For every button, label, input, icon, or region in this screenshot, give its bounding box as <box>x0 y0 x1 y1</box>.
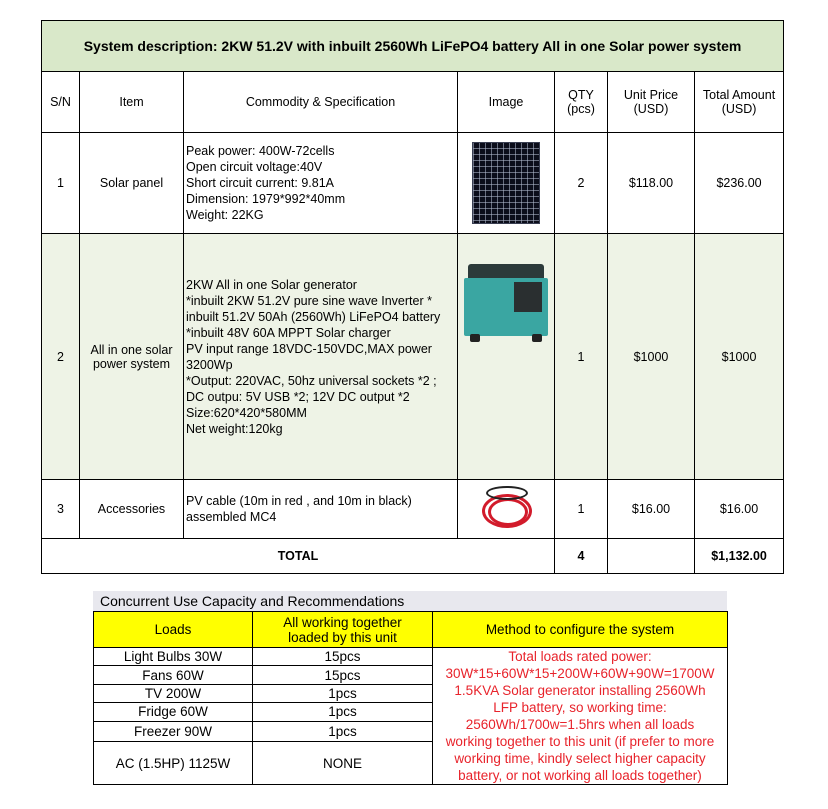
total-label: TOTAL <box>42 539 555 574</box>
load-name: Fridge 60W <box>94 703 253 721</box>
quotation-table <box>41 20 784 574</box>
total-amount: $1,132.00 <box>695 539 784 574</box>
row-spec: 2KW All in one Solar generator *inbuilt 2KW 51.2V pure sine wave Inverter * inbuilt 51.2V 50Ah (2560Wh) LiFePO4 battery *inbuilt 48V 60A MPPT Solar charger PV input range 18VDC-150VDC,MAX power 3200Wp *Output: 220VAC, 50hz universal sockets *2 ; DC outpu: 5V USB *2; 12V DC output *2 Size:620*420*580MM Net weight:120kg <box>184 234 458 480</box>
header-method: Method to configure the system <box>433 612 728 648</box>
header-loads: Loads <box>94 612 253 648</box>
load-name: Fans 60W <box>94 666 253 684</box>
table-row <box>42 234 784 480</box>
row-item: Solar panel <box>80 133 184 234</box>
row-total: $236.00 <box>695 133 784 234</box>
load-count: NONE <box>253 742 433 785</box>
table-row <box>42 133 784 234</box>
row-sn: 2 <box>42 234 80 480</box>
row-unit-price: $118.00 <box>608 133 695 234</box>
total-row <box>42 539 784 574</box>
row-item: All in one solar power system <box>80 234 184 480</box>
solar-generator-image <box>464 264 548 342</box>
row-qty: 1 <box>555 480 608 539</box>
header-total-amount: Total Amount (USD) <box>695 72 784 133</box>
header-spec: Commodity & Specification <box>184 72 458 133</box>
row-qty: 1 <box>555 234 608 480</box>
header-unit-price: Unit Price (USD) <box>608 72 695 133</box>
load-name: TV 200W <box>94 684 253 702</box>
row-total: $16.00 <box>695 480 784 539</box>
pv-cable-image <box>476 486 536 532</box>
row-image <box>458 234 555 480</box>
table-row <box>42 480 784 539</box>
header-working-together: All working together loaded by this unit <box>253 612 433 648</box>
row-image <box>458 480 555 539</box>
row-qty: 2 <box>555 133 608 234</box>
row-sn: 1 <box>42 133 80 234</box>
header-sn: S/N <box>42 72 80 133</box>
header-item: Item <box>80 72 184 133</box>
capacity-table <box>93 611 728 785</box>
row-image <box>458 133 555 234</box>
load-count: 1pcs <box>253 721 433 741</box>
load-count: 1pcs <box>253 703 433 721</box>
capacity-header-row <box>94 612 728 648</box>
solar-panel-image <box>472 142 540 224</box>
method-description: Total loads rated power: 30W*15+60W*15+200W+60W+90W=1700W 1.5KVA Solar generator installing 2560Wh LFP battery, so working time: 2560Wh/1700w=1.5hrs when all loads working together to this unit (if prefer to more working time, kindly select higher capacity battery, or not working all loads together) <box>433 648 728 785</box>
row-unit-price: $1000 <box>608 234 695 480</box>
header-row <box>42 72 784 133</box>
row-sn: 3 <box>42 480 80 539</box>
row-spec: Peak power: 400W-72cells Open circuit voltage:40V Short circuit current: 9.81A Dimension: 1979*992*40mm Weight: 22KG <box>184 133 458 234</box>
header-image: Image <box>458 72 555 133</box>
system-description-title: System description: 2KW 51.2V with inbuilt 2560Wh LiFePO4 battery All in one Solar power system <box>42 21 784 72</box>
capacity-row <box>94 648 728 666</box>
total-qty: 4 <box>555 539 608 574</box>
header-qty: QTY (pcs) <box>555 72 608 133</box>
page-top-margin <box>0 0 828 18</box>
load-name: Freezer 90W <box>94 721 253 741</box>
load-name: Light Bulbs 30W <box>94 648 253 666</box>
row-unit-price: $16.00 <box>608 480 695 539</box>
capacity-title: Concurrent Use Capacity and Recommendations <box>93 591 727 611</box>
row-spec: PV cable (10m in red , and 10m in black) assembled MC4 <box>184 480 458 539</box>
load-count: 15pcs <box>253 648 433 666</box>
row-total: $1000 <box>695 234 784 480</box>
load-name: AC (1.5HP) 1125W <box>94 742 253 785</box>
load-count: 1pcs <box>253 684 433 702</box>
row-item: Accessories <box>80 480 184 539</box>
load-count: 15pcs <box>253 666 433 684</box>
